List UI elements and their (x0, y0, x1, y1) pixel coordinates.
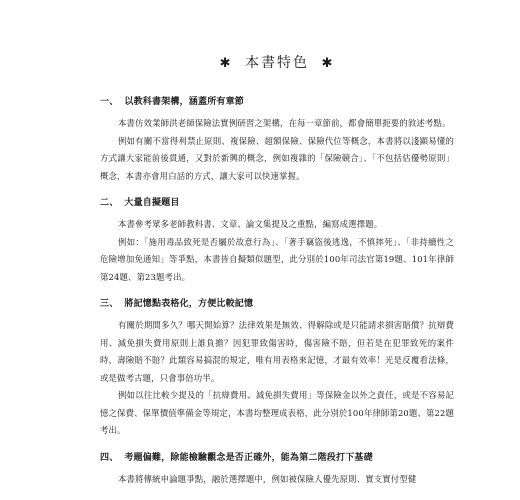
section-4 (100, 450, 454, 489)
paragraph: 本書仿效業師洪老師保險法實例研習之架構，在每一章節前，都會簡單扼要的敘述考點。 (118, 118, 451, 128)
star-icon-right: ✱ (321, 56, 335, 71)
paragraph: 本書將傳統申論題爭點，融於選擇題中，例如被保險人優先原則、實支實付型健 (118, 473, 417, 484)
section-heading (100, 94, 454, 107)
section-3 (100, 296, 454, 440)
paragraph: 例如：「施用毒品致死是否屬於故意行為」、「著手竊盜後逃逸，不慎摔死」、「非持續性之危險增加免通知」等爭點，本書皆自擬類似題型，此分別於100年司法官第19題、101年律師第24題、第23題考出。 (100, 236, 454, 282)
section-heading-text: 考題偏難，除能檢驗觀念是否正確外，能為第二階段打下基礎 (124, 452, 373, 463)
section-1 (100, 94, 454, 185)
section-number: 四、 (100, 452, 119, 463)
section-number: 二、 (100, 198, 119, 208)
section-number: 一、 (100, 97, 119, 107)
section-heading-text: 以教科書架構，涵蓋所有章節 (124, 97, 245, 107)
section-heading (100, 195, 454, 208)
page-title (100, 52, 454, 72)
section-2 (100, 195, 454, 286)
paragraph: 本書參考眾多老師教科書、文章、論文集提及之重點，編寫成選擇題。 (118, 219, 383, 229)
paragraph: 例如有關不當得利禁止原則、複保險、超額保險、保險代位等概念，本書將以淺顯易懂的方式讓大家能前後貫通，又對於新興的概念，例如複雜的「保險競合」、「不包括估優勢原則」概念，本書亦會用白話的方式，讓大家可以快速掌握。 (100, 135, 454, 181)
paragraph: 有關於期間多久？哪天開始算？法律效果是無效、得解除或是只能請求損害賠償？抗辯費用、減免損失費用原則上誰負擔？因犯罪致傷害時，傷害險不賠，但若是在犯罪致死的案件時，壽險賠不賠？此類容易搞混的規定，唯有用表格來記憶，才最有效率！光是反覆看法條，或是做考古題，只會事倍功半。 (100, 320, 454, 383)
star-icon-left: ✱ (219, 56, 233, 71)
section-heading-text: 大量自擬題目 (124, 198, 180, 208)
paragraph: 例如以往比較少提及的「抗辯費用、減免損失費用」等保險金以外之責任，或是不容易記憶之保費、保單價值準備金等規定，本書均整理成表格，此分別於100年律師第20題、第22題考出。 (100, 390, 454, 435)
section-heading (100, 450, 454, 463)
page-title-text: 本書特色 (245, 55, 309, 71)
section-heading-text: 將記憶點表格化，方便比較記憶 (124, 299, 254, 309)
section-number: 三、 (100, 299, 119, 309)
section-heading (100, 296, 454, 309)
